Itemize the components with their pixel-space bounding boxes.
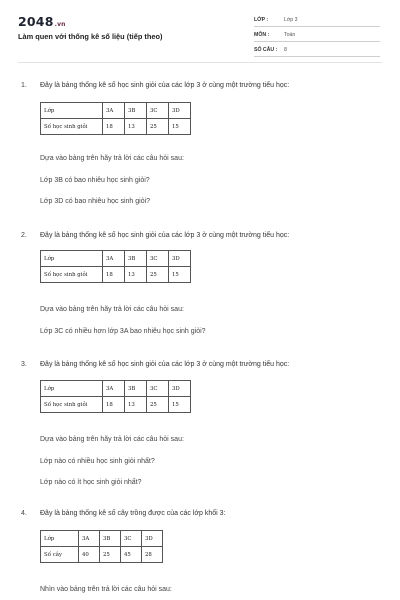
sub-question: Lớp 3B có bao nhiêu học sinh giỏi? (40, 177, 150, 184)
meta-class-value: Lớp 3 (284, 17, 298, 23)
table-row (41, 267, 191, 283)
table-cell: 3C (147, 103, 169, 119)
table-cell: 45 (121, 547, 142, 563)
question-number: 4. (21, 510, 27, 517)
meta-question-count (254, 43, 380, 57)
table-header-row (41, 103, 191, 119)
meta-class-label: LỚP : (254, 17, 269, 23)
table-cell: 3A (103, 251, 125, 267)
table-cell: 15 (169, 267, 191, 283)
instruction-line: Nhìn vào bảng trên trả lời các câu hỏi sau: (40, 586, 172, 593)
table-cell: 3C (147, 251, 169, 267)
table-cell: Số học sinh giỏi (41, 267, 103, 283)
sub-question: Lớp nào có ít học sinh giỏi nhất? (40, 479, 142, 486)
table-cell: 3B (100, 531, 121, 547)
instruction-line: Dựa vào bảng trên hãy trả lời các câu hỏi sau: (40, 306, 184, 313)
table-cell: Số học sinh giỏi (41, 119, 103, 135)
table-cell: 3A (103, 103, 125, 119)
header-divider (18, 62, 382, 63)
question-number: 2. (21, 232, 27, 239)
table-cell: 13 (125, 267, 147, 283)
table-cell: 28 (142, 547, 163, 563)
question-text: Đây là bảng thống kê số học sinh giỏi của các lớp 3 ở cùng một trường tiểu học: (40, 82, 290, 89)
table-cell: 3D (169, 251, 191, 267)
table-header-row (41, 531, 163, 547)
table-cell: 15 (169, 119, 191, 135)
table-cell: Số học sinh giỏi (41, 397, 103, 413)
table-header-row (41, 251, 191, 267)
worksheet-header (0, 0, 400, 62)
worksheet-title: Làm quen với thống kê số liệu (tiếp theo) (18, 32, 163, 41)
question-number: 3. (21, 361, 27, 368)
table-cell: Lớp (41, 103, 103, 119)
table-cell: Số cây (41, 547, 79, 563)
table-cell: 18 (103, 397, 125, 413)
logo-tld: .vn (54, 21, 66, 28)
table-cell: 3C (147, 381, 169, 397)
sub-question: Lớp 3D có bao nhiêu học sinh giỏi? (40, 198, 151, 205)
table-row (41, 547, 163, 563)
data-table (40, 530, 163, 563)
meta-subject (254, 28, 380, 42)
table-cell: 25 (147, 119, 169, 135)
instruction-line: Dựa vào bảng trên hãy trả lời các câu hỏi sau: (40, 436, 184, 443)
table-cell: 40 (79, 547, 100, 563)
meta-subject-label: MÔN : (254, 32, 270, 38)
meta-class (254, 13, 380, 27)
table-cell: 3D (169, 381, 191, 397)
table-cell: 3B (125, 103, 147, 119)
table-cell: 13 (125, 119, 147, 135)
sub-question: Lớp nào có nhiều học sinh giỏi nhất? (40, 458, 155, 465)
table-cell: 25 (147, 397, 169, 413)
table-row (41, 397, 191, 413)
table-cell: 3B (125, 381, 147, 397)
table-cell: 13 (125, 397, 147, 413)
question-text: Đây là bảng thống kê số cây trồng được của các lớp khối 3: (40, 510, 226, 517)
site-logo[interactable] (18, 14, 66, 29)
table-cell: 3A (103, 381, 125, 397)
meta-question-count-value: 8 (284, 47, 287, 53)
question-text: Đây là bảng thống kê số học sinh giỏi của các lớp 3 ở cùng một trường tiểu học: (40, 361, 290, 368)
logo-main: 2048 (18, 14, 54, 29)
table-cell: Lớp (41, 251, 103, 267)
table-cell: 15 (169, 397, 191, 413)
data-table (40, 102, 191, 135)
table-cell: 3C (121, 531, 142, 547)
table-header-row (41, 381, 191, 397)
table-cell: 25 (147, 267, 169, 283)
table-cell: Lớp (41, 531, 79, 547)
table-cell: 25 (100, 547, 121, 563)
table-cell: 3A (79, 531, 100, 547)
question-text: Đây là bảng thống kê số học sinh giỏi của các lớp 3 ở cùng một trường tiểu học: (40, 232, 290, 239)
table-row (41, 119, 191, 135)
table-cell: 3B (125, 251, 147, 267)
table-cell: 3D (142, 531, 163, 547)
sub-question: Lớp 3C có nhiều hơn lớp 3A bao nhiêu học sinh giỏi? (40, 328, 206, 335)
table-cell: 3D (169, 103, 191, 119)
data-table (40, 250, 191, 283)
question-number: 1. (21, 82, 27, 89)
instruction-line: Dựa vào bảng trên hãy trả lời các câu hỏi sau: (40, 155, 184, 162)
table-cell: 18 (103, 267, 125, 283)
meta-question-count-label: SỐ CÂU : (254, 47, 278, 53)
data-table (40, 380, 191, 413)
meta-subject-value: Toán (284, 32, 296, 38)
table-cell: Lớp (41, 381, 103, 397)
table-cell: 18 (103, 119, 125, 135)
